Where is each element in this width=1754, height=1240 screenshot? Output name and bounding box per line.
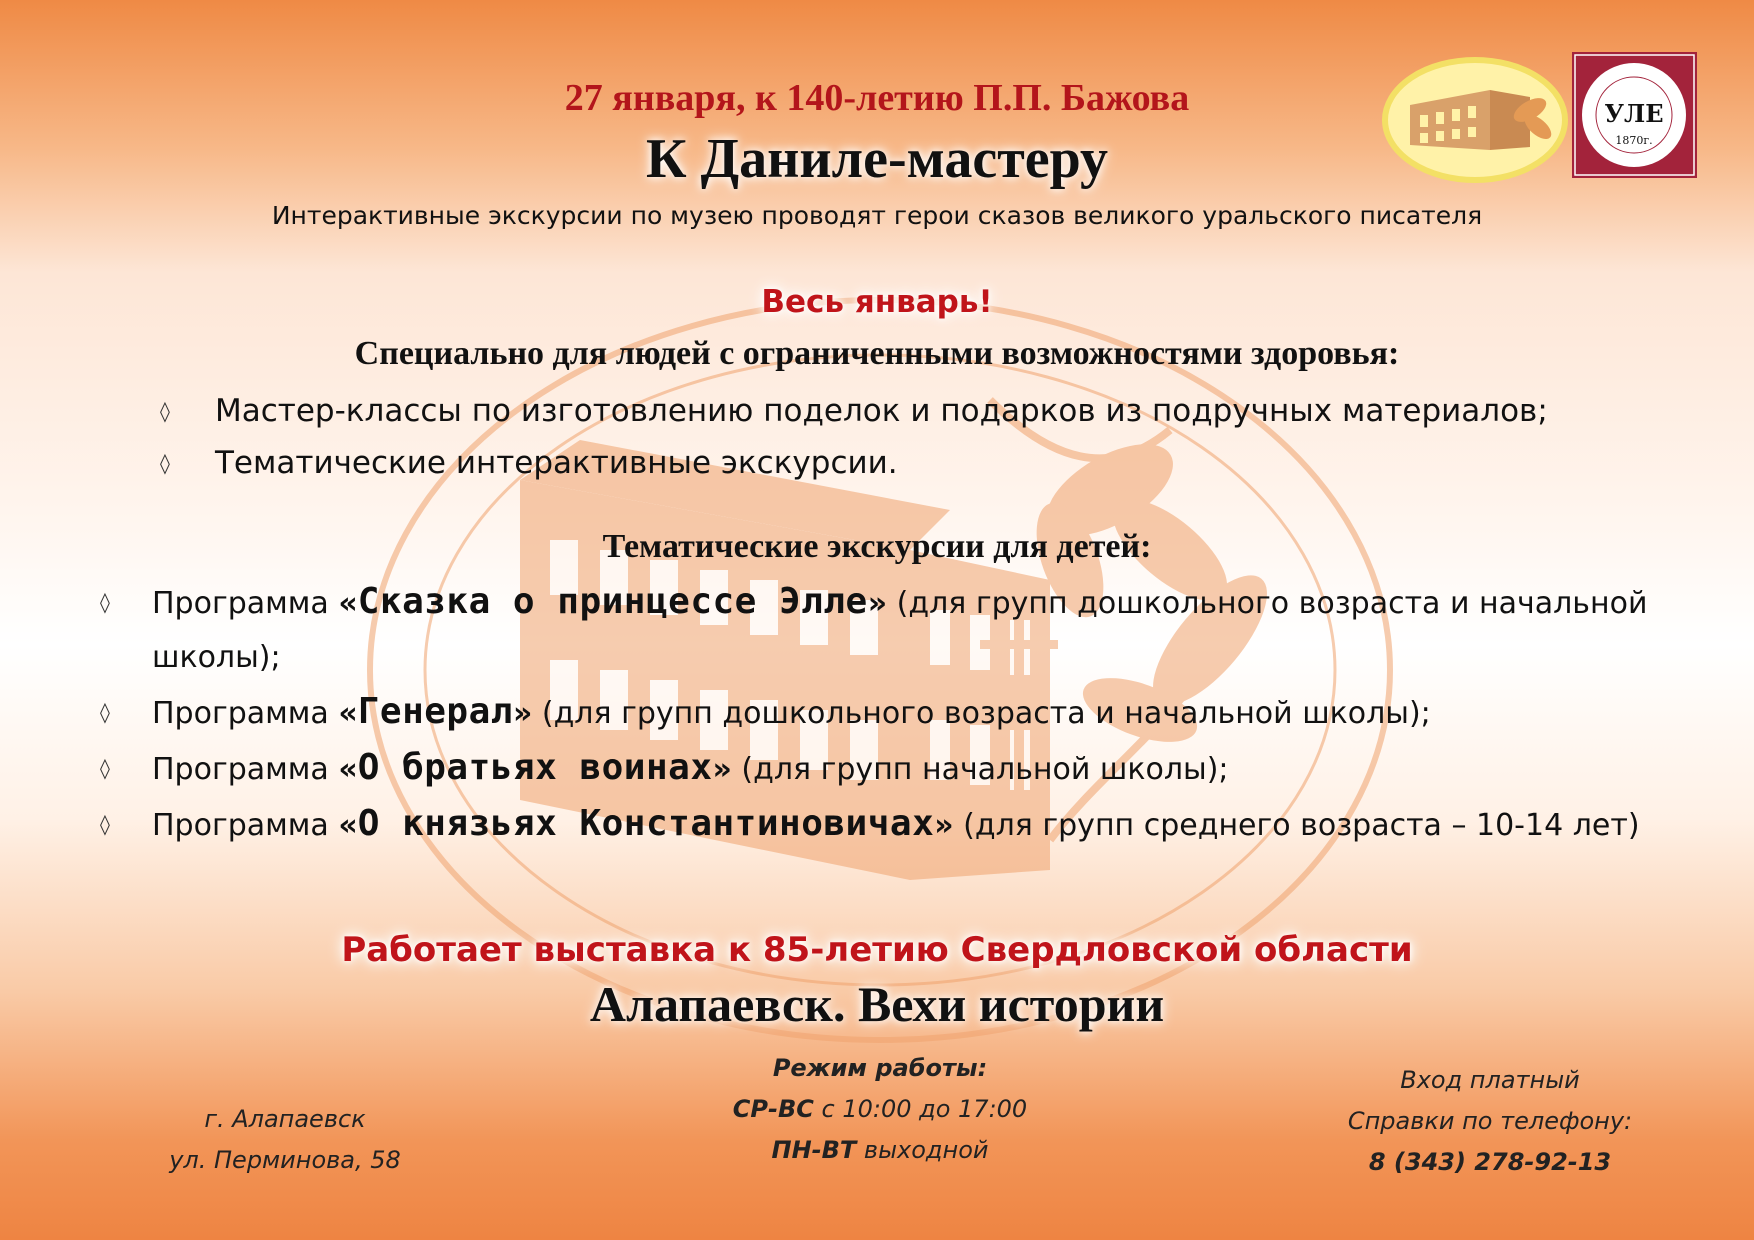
closed-days: ПН-ВТ [771,1136,857,1164]
open-quote: « [338,586,358,621]
program-item [100,741,1670,797]
month-banner: Весь январь! [761,284,993,320]
program-name: Генерал [357,691,513,732]
hours-block [700,1048,1060,1171]
museum-year: 1870г. [1615,134,1653,147]
diamond-bullet-icon: ◊ [100,756,110,780]
list-item [160,385,1560,437]
list-item-text: Тематические интерактивные экскурсии. [215,445,898,481]
open-days: СР-ВС [732,1095,814,1123]
open-quote: « [338,752,358,787]
close-quote: » [867,586,888,621]
diamond-bullet-icon: ◊ [100,590,110,614]
date-line: 27 января, к 140-летию П.П. Бажова [564,77,1190,119]
closed-row [700,1130,1060,1171]
program-note: (для групп дошкольного возраста и начальной школы); [532,696,1431,731]
open-hours-row [700,1089,1060,1130]
address-city: г. Алапаевск [204,1105,366,1133]
exhibition-title: Алапаевск. Вехи истории [589,976,1165,1032]
program-name: О братьях воинах [357,747,713,788]
entry-note: Вход платный [1400,1066,1580,1094]
closed-label: выходной [856,1136,989,1164]
close-quote: » [512,696,533,731]
list-item-text: Мастер-классы по изготовлению поделок и подарков из подручных материалов; [215,393,1548,429]
special-heading: Специально для людей с ограниченными возможностями здоровья: [354,335,1400,372]
open-quote: « [338,696,358,731]
close-quote: » [712,752,732,787]
program-note: (для групп среднего возраста – 10-14 лет) [953,808,1640,843]
open-time: с 10:00 до 17:00 [813,1095,1028,1123]
program-prefix: Программа [152,586,339,621]
program-list [100,575,1670,853]
diamond-bullet-icon: ◊ [100,700,110,724]
list-item [160,437,1560,489]
program-name: О князьях Константиновичах [357,803,935,844]
program-note: (для групп дошкольного возраста и начальной школы); [152,586,1648,675]
museum-initials: УЛЕ [1604,99,1664,128]
kids-heading: Тематические экскурсии для детей: [602,528,1152,565]
close-quote: » [934,808,954,843]
address-block [140,1099,430,1181]
exhibition-announcement: Работает выставка к 85-летию Свердловской области [341,930,1413,970]
program-note: (для групп начальной школы); [731,752,1229,787]
program-prefix: Программа [152,696,339,731]
special-list [160,385,1560,489]
hours-title: Режим работы: [772,1054,988,1082]
page-title: К Даниле-мастеру [646,128,1108,190]
subtitle: Интерактивные экскурсии по музею проводят герои сказов великого уральского писателя [271,201,1483,230]
open-quote: « [338,808,358,843]
contact-block [1300,1060,1680,1183]
diamond-bullet-icon: ◊ [100,812,110,836]
diamond-bullet-icon: ◊ [160,399,170,423]
phone-number: 8 (343) 278-92-13 [1368,1148,1612,1176]
program-item [100,575,1670,685]
program-item [100,685,1670,741]
phone-label: Справки по телефону: [1347,1107,1633,1135]
program-item [100,797,1670,853]
address-street: ул. Перминова, 58 [169,1146,401,1174]
program-prefix: Программа [152,752,339,787]
program-prefix: Программа [152,808,339,843]
program-name: Сказка о принцессе Элле [357,581,868,622]
diamond-bullet-icon: ◊ [160,451,170,475]
